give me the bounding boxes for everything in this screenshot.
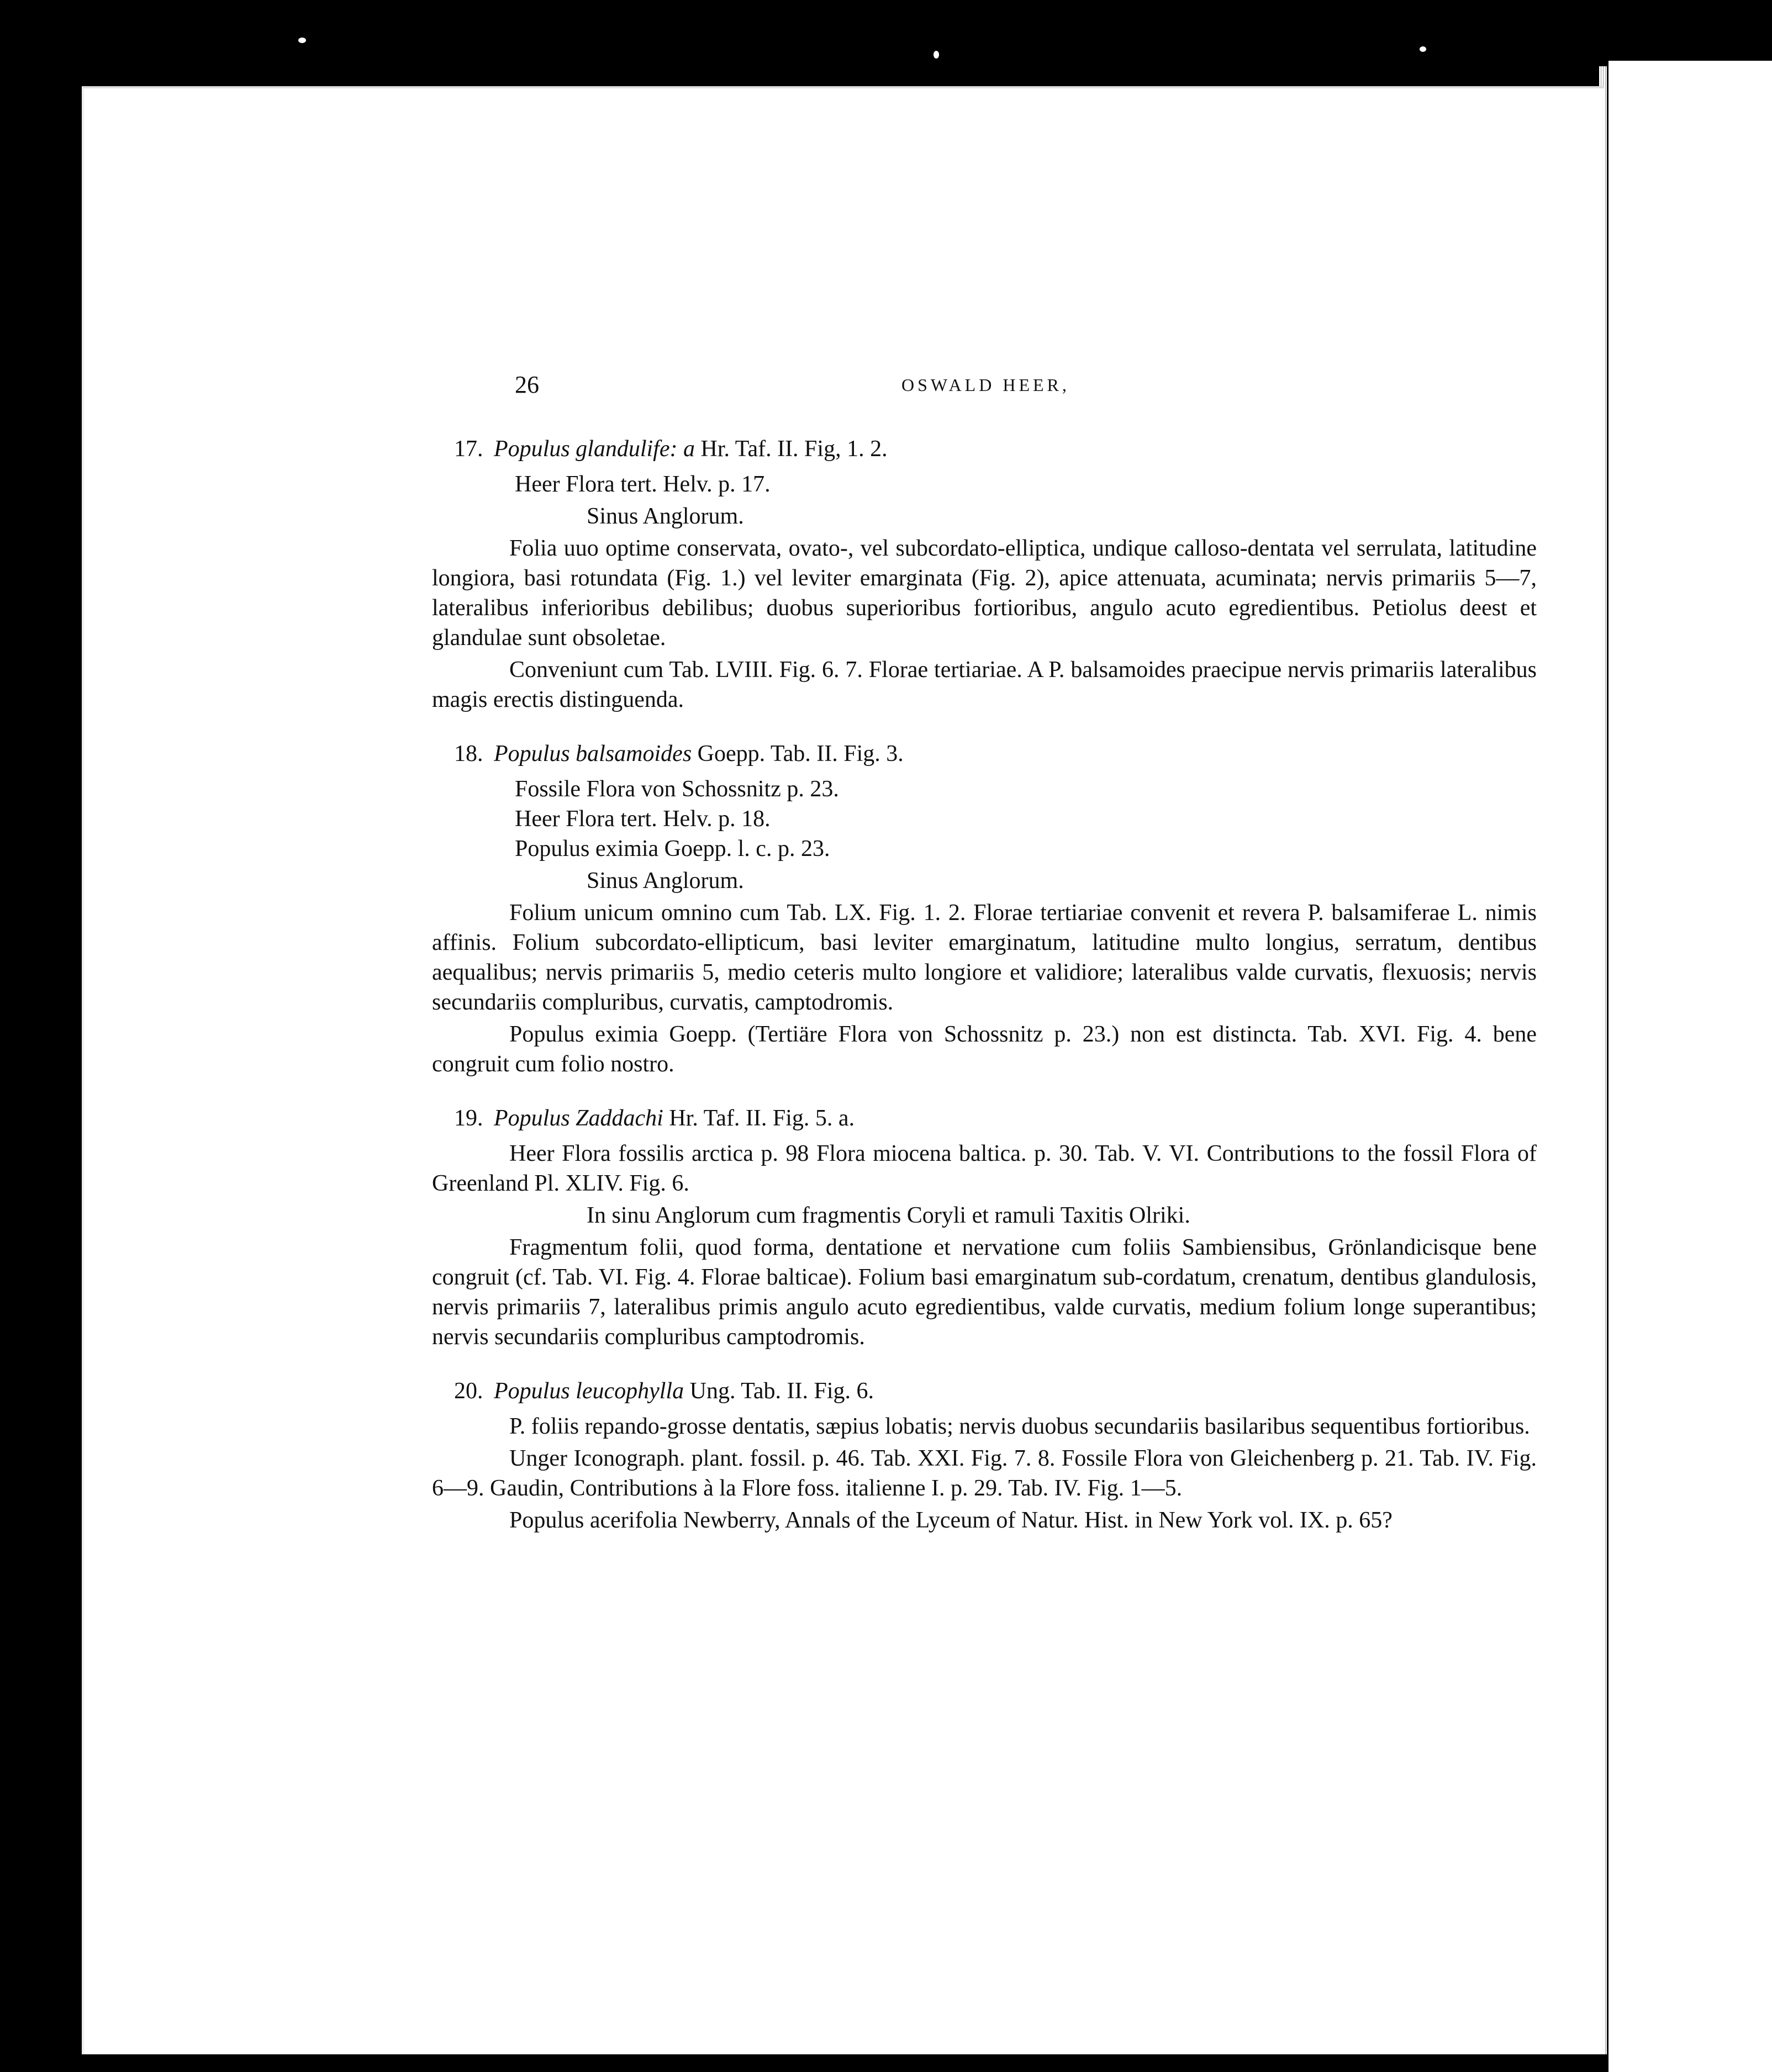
dust-speck <box>298 38 306 43</box>
paragraph: Unger Iconograph. plant. fossil. p. 46. Tab. XXI. Fig. 7. 8. Fossile Flora von Gleichenberg p. 21. Tab. IV. Fig. 6—9. Gaudin, Contributions à la Flore foss. italienne I. p. 29. Tab. IV. Fig. 1—5. <box>432 1446 1537 1501</box>
entry-19 <box>432 1103 1537 1352</box>
running-head: OSWALD HEER, <box>901 375 1070 395</box>
page-number: 26 <box>515 371 539 398</box>
entry-title: 18. Populus balsamoides Goepp. Tab. II. Fig. 3. <box>454 741 904 767</box>
paragraph: Populus eximia Goepp. (Tertiäre Flora von Schossnitz p. 23.) non est distincta. Tab. XVI. Fig. 4. bene congruit cum folio nostro. <box>432 1022 1537 1077</box>
entry-title: 19. Populus Zaddachi Hr. Taf. II. Fig. 5. a. <box>454 1106 855 1131</box>
reference: Populus eximia Goepp. l. c. p. 23. <box>515 836 830 861</box>
paragraph: Folia uuo optime conservata, ovato-, vel subcordato-elliptica, undique calloso-dentata vel serrulata, latitudine longiora, basi rotundata (Fig. 1.) vel leviter emarginata (Fig. 2), apice attenuata, acuminata; nervis primariis 5—7, lateralibus inferioribus debilibus; duobus superioribus fortioribus, angulo acuto egredientibus. Petiolus deest et glandulae sunt obsoletae. <box>432 536 1537 651</box>
locality: In sinu Anglorum cum fragmentis Coryli et ramuli Taxitis Olriki. <box>587 1203 1190 1228</box>
facing-page <box>1608 61 1772 2072</box>
entry-title: 17. Populus glandulife: a Hr. Taf. II. Fig, 1. 2. <box>454 436 888 462</box>
paragraph: Fragmentum folii, quod forma, dentatione et nervatione cum foliis Sambiensibus, Grönlandicisque bene congruit (cf. Tab. VI. Fig. 4. Florae balticae). Folium basi emarginatum sub-cordatum, crenatum, dentibus glandulosis, nervis primariis 7, lateralibus primis angulo acuto egredientibus, valde curvatis, medium folium longe superantibus; nervis secundariis compluribus camptodromis. <box>432 1235 1537 1350</box>
locality: Sinus Anglorum. <box>587 868 744 894</box>
entry-17 <box>432 434 1537 715</box>
page-header <box>432 370 1537 410</box>
paragraph: P. foliis repando-grosse dentatis, sæpius lobatis; nervis duobus secundariis basilaribus sequentibus fortioribus. <box>509 1414 1530 1439</box>
dust-speck <box>934 51 939 59</box>
paragraph: Conveniunt cum Tab. LVIII. Fig. 6. 7. Florae tertiariae. A P. balsamoides praecipue nervis primariis lateralibus magis erectis distinguenda. <box>432 657 1537 712</box>
reference: Heer Flora tert. Helv. p. 18. <box>515 806 771 832</box>
reference: Fossile Flora von Schossnitz p. 23. <box>515 776 839 802</box>
locality: Sinus Anglorum. <box>587 504 744 529</box>
paragraph: Folium unicum omnino cum Tab. LX. Fig. 1. 2. Florae tertiariae convenit et revera P. balsamiferae L. nimis affinis. Folium subcordato-ellipticum, basi leviter emarginatum, latitudine multo longius, serratum, dentibus aequalibus; nervis primariis 5, medio ceteris multo longiore et validiore; lateralibus valde curvatis, flexuosis; nervis secundariis compluribus, curvatis, camptodromis. <box>432 900 1537 1015</box>
book-page <box>82 86 1604 2054</box>
dust-speck <box>1420 46 1426 52</box>
entry-18 <box>432 739 1537 1079</box>
entry-20 <box>432 1376 1537 1535</box>
reference: Heer Flora tert. Helv. p. 17. <box>515 472 771 497</box>
page-content <box>432 370 1537 1535</box>
paragraph: Heer Flora fossilis arctica p. 98 Flora miocena baltica. p. 30. Tab. V. VI. Contributions to the fossil Flora of Greenland Pl. XLIV. Fig. 6. <box>432 1141 1537 1196</box>
paragraph: Populus acerifolia Newberry, Annals of the Lyceum of Natur. Hist. in New York vol. IX. p. 65? <box>509 1508 1393 1533</box>
entry-title: 20. Populus leucophylla Ung. Tab. II. Fig. 6. <box>454 1378 874 1404</box>
